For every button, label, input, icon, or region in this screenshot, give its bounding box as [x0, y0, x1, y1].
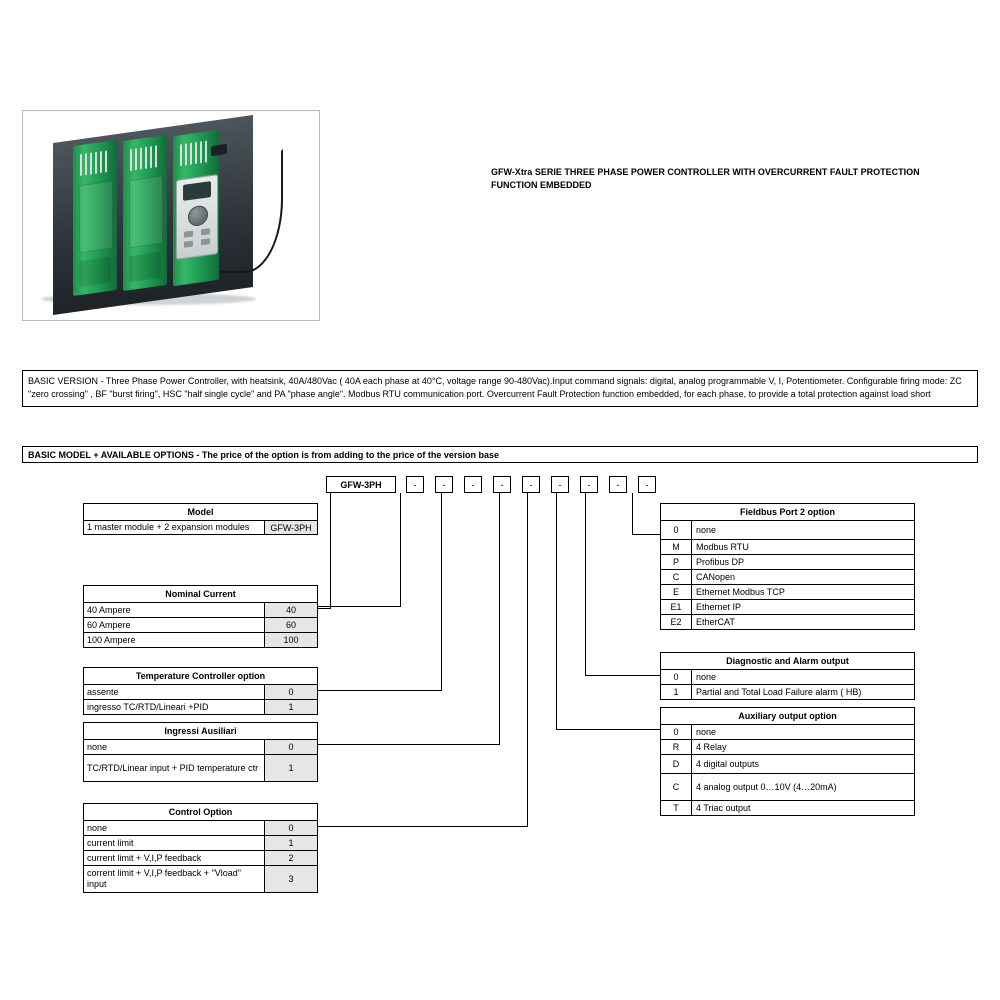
fieldbus-label-0: none — [696, 525, 717, 535]
fieldbus-code-4: E — [661, 585, 692, 599]
table-temperature-controller — [83, 667, 318, 715]
table-control-option — [83, 803, 318, 893]
code-sep-4: - — [493, 476, 511, 493]
table-fieldbus-title: Fieldbus Port 2 option — [661, 504, 914, 521]
auxiliary-label-0: none — [696, 727, 717, 737]
control-code-1: 1 — [264, 836, 317, 850]
code-sep-2: - — [435, 476, 453, 493]
model-label-0: 1 master module + 2 expansion modules — [87, 522, 250, 532]
control-code-0: 0 — [264, 821, 317, 835]
auxiliary-code-4: T — [661, 801, 692, 815]
table-temperature-controller-title: Temperature Controller option — [84, 668, 317, 685]
fieldbus-label-3: CANopen — [696, 572, 736, 582]
table-row — [84, 618, 317, 633]
code-sep-3: - — [464, 476, 482, 493]
table-nominal-current-title: Nominal Current — [84, 586, 317, 603]
page-title: GFW-Xtra SERIE THREE PHASE POWER CONTROLLER WITH OVERCURRENT FAULT PROTECTION FUNCTION EMBEDDED — [491, 167, 920, 190]
table-row — [661, 600, 914, 615]
connector-fieldbus — [632, 493, 633, 534]
table-row — [84, 700, 317, 714]
connector-diagnostic-h — [585, 675, 660, 676]
nominal-code-1: 60 — [264, 618, 317, 632]
fieldbus-label-6: EtherCAT — [696, 617, 735, 627]
temp-label-1: ingresso TC/RTD/Lineari +PID — [87, 702, 209, 712]
basic-version-description: BASIC VERSION - Three Phase Power Controller, with heatsink, 40A/480Vac ( 40A each phase at 40°C, voltage range 90-480Vac).Input command signals: digital, analog programmable V, I, Potentiometer. Configurable firing mode: ZC "zero crossing" , BF "burst firing", HSC "half single cycle" and PA "phase angle". Modbus RTU communication port. Overcurrent Fault Protection function embedded, for each phase, to provide a total protection against load short — [22, 370, 978, 407]
ingressi-label-0: none — [87, 742, 108, 752]
control-code-2: 2 — [264, 851, 317, 865]
fieldbus-code-1: M — [661, 540, 692, 554]
options-banner: BASIC MODEL + AVAILABLE OPTIONS - The price of the option is from adding to the price of the version base — [22, 446, 978, 463]
auxiliary-label-3: 4 analog output 0…10V (4…20mA) — [696, 782, 837, 792]
table-auxiliary-title: Auxiliary output option — [661, 708, 914, 725]
control-label-2: current limit + V,I,P feedback — [87, 853, 202, 863]
connector-control-option-h — [318, 826, 528, 827]
diagnostic-label-1: Partial and Total Load Failure alarm ( HB) — [696, 687, 862, 697]
table-row — [84, 685, 317, 700]
auxiliary-code-2: D — [661, 755, 692, 773]
table-row — [84, 851, 317, 866]
control-label-0: none — [87, 823, 108, 833]
connector-diagnostic — [585, 493, 586, 675]
auxiliary-code-0: 0 — [661, 725, 692, 739]
fieldbus-label-2: Profibus DP — [696, 557, 745, 567]
table-row — [661, 521, 914, 540]
table-model-title: Model — [84, 504, 317, 521]
code-sep-6: - — [551, 476, 569, 493]
nominal-code-0: 40 — [264, 603, 317, 617]
temp-label-0: assente — [87, 687, 119, 697]
connector-temp-ctrl-h — [318, 690, 442, 691]
fieldbus-code-6: E2 — [661, 615, 692, 629]
fieldbus-label-4: Ethernet Modbus TCP — [696, 587, 785, 597]
table-model — [83, 503, 318, 535]
fieldbus-code-3: C — [661, 570, 692, 584]
connector-nominal-current — [400, 493, 401, 606]
connector-aux-output — [556, 493, 557, 729]
connector-temp-ctrl — [441, 493, 442, 690]
table-row — [661, 615, 914, 629]
code-sep-5: - — [522, 476, 540, 493]
auxiliary-label-2: 4 digital outputs — [696, 759, 760, 769]
nominal-label-0: 40 Ampere — [87, 605, 131, 615]
connector-ingressi — [499, 493, 500, 744]
table-nominal-current — [83, 585, 318, 648]
table-row — [661, 774, 914, 801]
table-row — [661, 670, 914, 685]
table-row — [84, 836, 317, 851]
table-row — [84, 603, 317, 618]
table-ingressi-ausiliari — [83, 722, 318, 782]
nominal-label-1: 60 Ampere — [87, 620, 131, 630]
table-control-option-title: Control Option — [84, 804, 317, 821]
connector-aux-output-h — [556, 729, 660, 730]
diagnostic-code-0: 0 — [661, 670, 692, 684]
table-fieldbus-port2 — [660, 503, 915, 630]
code-sep-9: - — [638, 476, 656, 493]
connector-ingressi-h — [318, 744, 500, 745]
temp-code-1: 1 — [264, 700, 317, 714]
table-row — [84, 521, 317, 534]
nominal-code-2: 100 — [264, 633, 317, 647]
connector-fieldbus-h — [632, 534, 660, 535]
code-model-box: GFW-3PH — [326, 476, 396, 493]
auxiliary-code-3: C — [661, 774, 692, 800]
control-code-3: 3 — [264, 866, 317, 892]
table-row — [661, 725, 914, 740]
auxiliary-label-4: 4 Triac output — [696, 803, 751, 813]
table-row — [661, 585, 914, 600]
fieldbus-code-0: 0 — [661, 521, 692, 539]
table-row — [84, 866, 317, 892]
control-label-1: current limit — [87, 838, 134, 848]
ingressi-code-1: 1 — [264, 755, 317, 781]
table-row — [661, 555, 914, 570]
table-row — [84, 821, 317, 836]
auxiliary-label-1: 4 Relay — [696, 742, 727, 752]
connector-model-h — [318, 608, 331, 609]
table-row — [661, 740, 914, 755]
code-sep-1: - — [406, 476, 424, 493]
temp-code-0: 0 — [264, 685, 317, 699]
table-row — [661, 540, 914, 555]
fieldbus-code-2: P — [661, 555, 692, 569]
table-diagnostic-title: Diagnostic and Alarm output — [661, 653, 914, 670]
ingressi-label-1: TC/RTD/Linear input + PID temperature ctr — [87, 762, 259, 773]
connector-model — [330, 493, 331, 608]
fieldbus-label-5: Ethernet IP — [696, 602, 742, 612]
nominal-label-2: 100 Ampere — [87, 635, 136, 645]
ingressi-code-0: 0 — [264, 740, 317, 754]
table-row — [661, 685, 914, 699]
connector-nominal-current-h — [318, 606, 401, 607]
table-row — [661, 755, 914, 774]
table-row — [661, 801, 914, 815]
table-diagnostic-alarm — [660, 652, 915, 700]
table-row — [84, 755, 317, 781]
diagnostic-code-1: 1 — [661, 685, 692, 699]
product-photo — [22, 110, 320, 321]
fieldbus-code-5: E1 — [661, 600, 692, 614]
table-ingressi-title: Ingressi Ausiliari — [84, 723, 317, 740]
code-sep-7: - — [580, 476, 598, 493]
table-row — [661, 570, 914, 585]
control-label-3: corrent limit + V,I,P feedback + "Vload" input — [87, 868, 241, 889]
table-row — [84, 740, 317, 755]
code-sep-8: - — [609, 476, 627, 493]
auxiliary-code-1: R — [661, 740, 692, 754]
table-auxiliary-output — [660, 707, 915, 816]
model-code-0: GFW-3PH — [264, 521, 317, 534]
fieldbus-label-1: Modbus RTU — [696, 542, 749, 552]
table-row — [84, 633, 317, 647]
connector-control-option — [527, 493, 528, 826]
diagnostic-label-0: none — [696, 672, 717, 682]
